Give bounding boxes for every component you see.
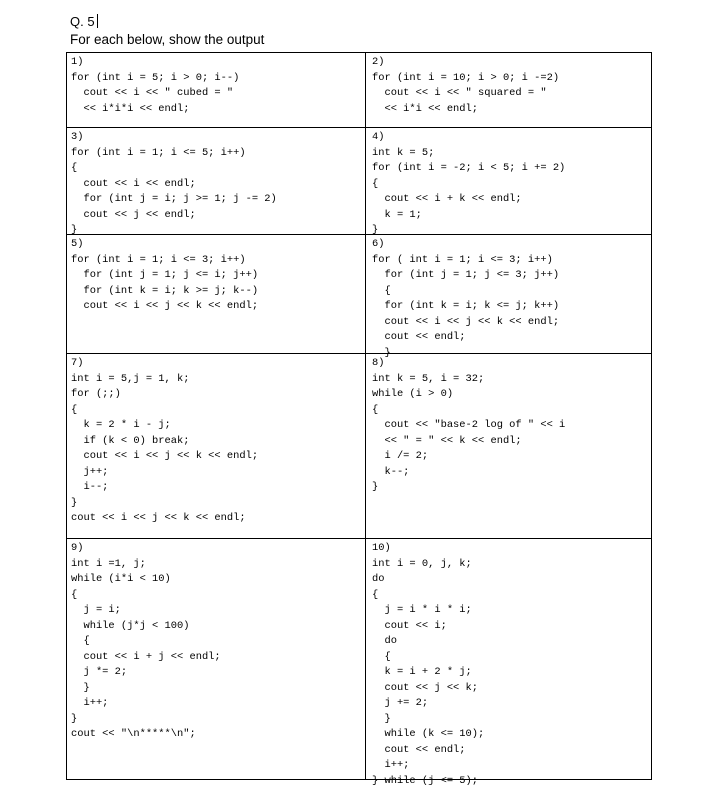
row-divider-1 <box>67 127 651 128</box>
cell-1 <box>71 55 239 117</box>
row-divider-3 <box>67 353 651 354</box>
cell-10 <box>372 541 484 789</box>
cell-6 <box>372 237 559 361</box>
code-block-5: 5) for (int i = 1; i <= 3; i++) for (int j = 1; j <= i; j++) for (int k = i; k >= j; k--) cout << i << j << k << endl; <box>71 238 259 312</box>
code-block-6: 6) for ( int i = 1; i <= 3; i++) for (int j = 1; j <= 3; j++) { for (int k = i; k <= j; k++) cout << i << j << k << endl; cout << endl; } <box>372 238 560 359</box>
code-block-3: 3) for (int i = 1; i <= 5; i++) { cout << i << endl; for (int j = i; j >= 1; j -= 2) cout << j << endl; } <box>71 131 277 236</box>
question-label: Q. 5 <box>70 14 98 29</box>
cell-4 <box>372 130 565 239</box>
cell-3 <box>71 130 277 239</box>
cell-7 <box>71 356 258 527</box>
code-table <box>66 52 652 787</box>
code-block-8: 8) int k = 5, i = 32; while (i > 0) { cout << "base-2 log of " << i << " = " << k << endl; i /= 2; k--; } <box>372 357 566 493</box>
row-divider-4 <box>67 538 651 539</box>
column-divider <box>365 53 366 779</box>
cell-5 <box>71 237 258 315</box>
code-block-4: 4) int k = 5; for (int i = -2; i < 5; i += 2) { cout << i + k << endl; k = 1; } <box>372 131 566 236</box>
text-cursor <box>97 14 98 28</box>
cell-8 <box>372 356 565 496</box>
instruction-text: For each below, show the output <box>70 32 265 47</box>
code-block-9: 9) int i =1, j; while (i*i < 10) { j = i; while (j*j < 100) { cout << i + j << endl; j *= 2; } i++; } cout << "\n*****\n"; <box>71 542 221 740</box>
cell-2 <box>372 55 559 117</box>
cell-9 <box>71 541 221 743</box>
code-block-2: 2) for (int i = 10; i > 0; i -=2) cout << i << " squared = " << i*i << endl; <box>372 56 560 115</box>
code-block-1: 1) for (int i = 5; i > 0; i--) cout << i << " cubed = " << i*i*i << endl; <box>71 56 240 115</box>
code-block-10: 10) int i = 0, j, k; do { j = i * i * i; cout << i; do { k = i + 2 * j; cout << j << k; j += 2; } while (k <= 10); cout << endl; i++; } while (j <= 5); <box>372 542 485 787</box>
code-block-7: 7) int i = 5,j = 1, k; for (;;) { k = 2 * i - j; if (k < 0) break; cout << i << j << k << endl; j++; i--; } cout << i << j << k << endl; <box>71 357 259 524</box>
